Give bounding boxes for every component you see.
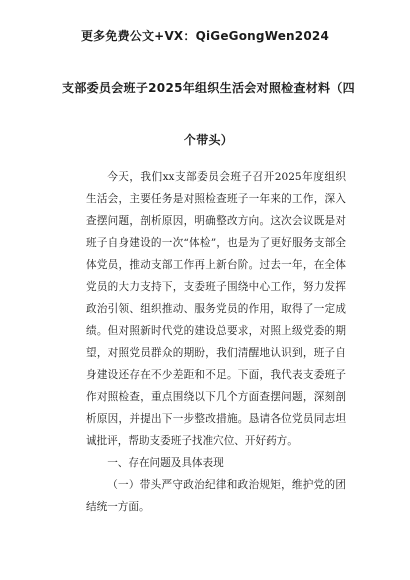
subsection-heading: （一）带头严守政治纪律和政治规矩，维护党的团结统一方面。 — [86, 479, 346, 513]
header-note: 更多免费公文+VX：QiGeGongWen2024 — [80, 29, 329, 43]
intro-paragraph: 今天，我们xx支部委员会班子召开2025年度组织生活会，主要任务是对照检查班子一年来的工作，深入查摆问题，剖析原因，明确整改方向。这次会议既是对班子自身建设的一次“体检”，也是为了更好服务支部全体党员，推动支部工作再上新台阶。过去一年，在全体党员的大力支持下，支委班子围绕中心工作，努力发挥政治引领、组织推动、服务党员的作用，取得了一定成绩。但对照新时代党的建设总要求，对照上级党委的期望，对照党员群众的期盼，我们清醒地认识到，班子自身建设还存在不少差距和不足。下面，我代表支委班子作对照检查，重点围绕以下几个方面查摆问题，深刻剖析原因，并提出下一步整改措施。恳请各位党员同志坦诚批评，帮助支委班子找准穴位、开好药方。 — [86, 171, 346, 447]
section-heading: 一、存在问题及具体表现 — [107, 457, 224, 469]
document-body — [86, 166, 346, 518]
document-title: 支部委员会班子2025年组织生活会对照检查材料（四个带头） — [62, 81, 355, 147]
